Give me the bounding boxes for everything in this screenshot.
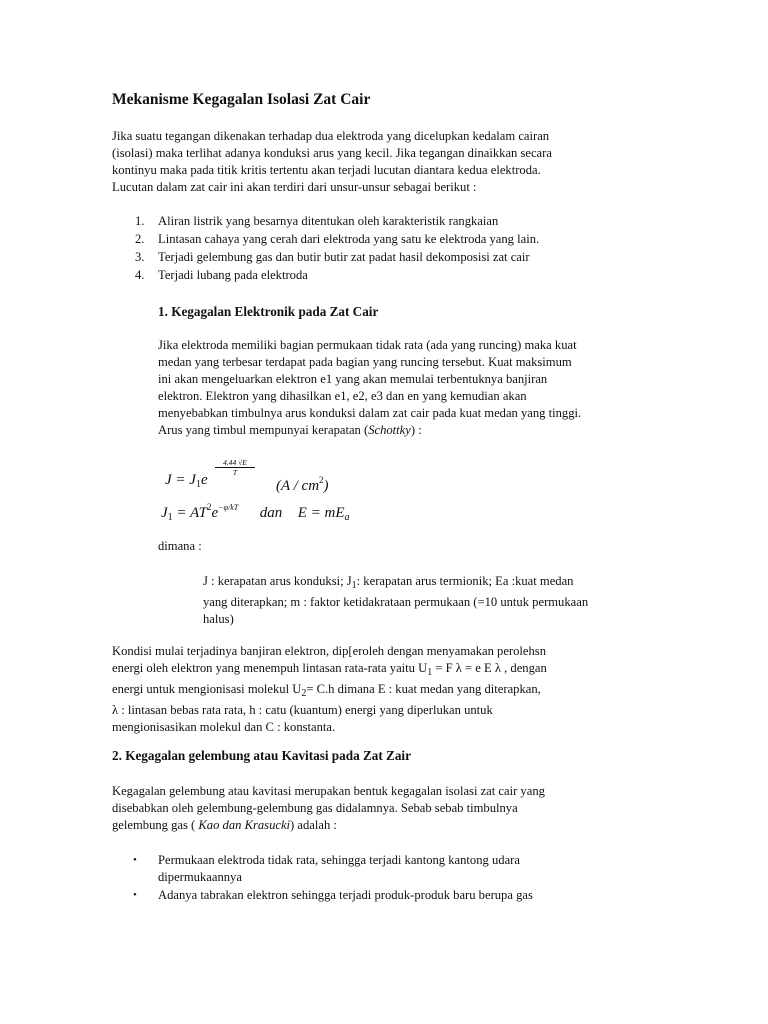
text-line: halus) — [203, 612, 234, 626]
subscript: 2 — [301, 688, 307, 699]
text-line: (isolasi) maka terlihat adanya konduksi arus yang kecil. Jika tegangan dinaikkan secara — [112, 146, 552, 160]
subscript: 1 — [351, 580, 357, 591]
text-line: kontinyu maka pada titik kritis tertentu akan terjadi lucutan diantara kedua elektroda. — [112, 163, 541, 177]
text-line: Jika suatu tegangan dikenakan terhadap dua elektroda yang dicelupkan kedalam cairan — [112, 129, 550, 143]
citation: Schottky — [368, 423, 411, 437]
text-line: Permukaan elektroda tidak rata, sehingga terjadi kantong kantong udara — [158, 853, 520, 867]
text-line: yang diterapkan; m : faktor ketidakrataan permukaan (=10 untuk permukaan — [203, 595, 589, 609]
text-fragment: = C.h dimana E : kuat medan yang diterapkan, — [306, 682, 541, 696]
page-title: Mekanisme Kegagalan Isolasi Zat Cair — [112, 91, 371, 108]
text-line — [112, 660, 672, 681]
text-line: Jika elektroda memiliki bagian permukaan tidak rata (ada yang runcing) maka kuat — [158, 338, 577, 352]
eq-subscript: 1 — [195, 479, 201, 490]
text-fragment: energi untuk mengionisasi molekul U — [112, 682, 302, 696]
eq-term: J — [161, 505, 168, 521]
eq-superscript: −φ/kT — [218, 503, 239, 512]
text-line: menyebabkan timbulnya arus konduksi dalam zat cair pada kuat medan yang tinggi. — [158, 406, 582, 420]
text-line — [203, 573, 673, 594]
section-heading: 1. Kegagalan Elektronik pada Zat Cair — [158, 304, 379, 319]
list-item-text: Aliran listrik yang besarnya ditentukan oleh karakteristik rangkaian — [158, 214, 499, 228]
section2-paragraph — [112, 783, 672, 834]
numbered-list — [0, 213, 700, 285]
eq-term: e — [200, 472, 208, 488]
equation-exponent — [213, 458, 257, 477]
list-number: 2. — [135, 232, 145, 246]
list-number: 3. — [135, 250, 145, 264]
bullet-icon: • — [133, 854, 137, 866]
bullet-icon: • — [133, 889, 137, 901]
text-line — [112, 817, 672, 834]
kondisi-paragraph — [112, 643, 672, 736]
eq-superscript: 2 — [206, 502, 212, 512]
intro-paragraph — [112, 128, 652, 196]
eq-subscript: a — [344, 512, 350, 523]
eq-subscript: 1 — [167, 512, 173, 523]
citation: Kao dan Krasucki — [198, 818, 291, 832]
exponent-numerator: 4.44 √E — [223, 458, 247, 467]
text-line: disebabkan oleh gelembung-gelembung gas didalamnya. Sebab sebab timbulnya — [112, 801, 518, 815]
text-line: ini akan mengeluarkan elektron e1 yang akan memulai terbentuknya banjiran — [158, 372, 548, 386]
equation-thermionic — [161, 499, 349, 526]
exponent-denominator: T — [232, 468, 238, 477]
text-line: Kondisi mulai terjadinya banjiran elektron, dip[eroleh dengan menyamakan perolehsn — [112, 644, 546, 658]
text-fragment: energi oleh elektron yang menempuh lintasan rata-rata yaitu U — [112, 661, 428, 675]
eq-term: E = mE — [297, 505, 345, 521]
text-line: medan yang terbesar terdapat pada bagian yang runcing tersebut. Kuat maksimum — [158, 355, 572, 369]
definition-block — [203, 573, 673, 628]
eq-term: (A / cm — [276, 478, 320, 494]
list-item-text: Adanya tabrakan elektron sehingga terjadi produk-produk baru berupa gas — [158, 888, 533, 902]
text-fragment: ) adalah : — [290, 818, 337, 832]
text-line: dipermukaannya — [158, 870, 242, 884]
text-fragment: : kerapatan arus termionik; Ea :kuat medan — [356, 574, 574, 588]
text-line: λ : lintasan bebas rata rata, h : catu (kuantum) energi yang diperlukan untuk — [112, 703, 493, 717]
section-heading: 2. Kegagalan gelembung atau Kavitasi pada Zat Zair — [112, 748, 411, 763]
text-line — [158, 422, 678, 439]
list-item-text — [158, 852, 628, 886]
text-fragment: = F λ = e E λ , dengan — [432, 661, 547, 675]
text-line: Kegagalan gelembung atau kavitasi merupakan bentuk kegagalan isolasi zat cair yang — [112, 784, 545, 798]
text-fragment: gelembung gas ( — [112, 818, 199, 832]
list-item-text: Lintasan cahaya yang cerah dari elektroda yang satu ke elektroda yang lain. — [158, 232, 540, 246]
eq-conjunction: dan — [259, 505, 283, 521]
dimana-label: dimana : — [158, 539, 202, 553]
equation-unit — [276, 472, 329, 495]
text-fragment: ) : — [410, 423, 422, 437]
section1-paragraph — [158, 337, 678, 439]
subscript: 1 — [427, 667, 433, 678]
list-number: 4. — [135, 268, 145, 282]
list-number: 1. — [135, 214, 145, 228]
eq-term: e — [211, 505, 219, 521]
text-line: mengionisasikan molekul dan C : konstanta. — [112, 720, 336, 734]
list-item-text: Terjadi lubang pada elektroda — [158, 268, 308, 282]
list-item-text: Terjadi gelembung gas dan butir butir zat padat hasil dekomposisi zat cair — [158, 250, 530, 264]
text-line — [112, 681, 672, 702]
bullet-list — [0, 852, 700, 912]
eq-term: ) — [323, 478, 329, 494]
eq-superscript: 2 — [319, 475, 324, 485]
eq-term: J = J — [165, 472, 196, 488]
text-line: Lucutan dalam zat cair ini akan terdiri dari unsur-unsur sebagai berikut : — [112, 180, 477, 194]
equation-current-density — [165, 472, 208, 493]
text-fragment: Arus yang timbul mempunyai kerapatan ( — [158, 423, 369, 437]
text-line: elektron. Elektron yang dihasilkan e1, e2, e3 dan en yang kemudian akan — [158, 389, 527, 403]
text-fragment: J : kerapatan arus konduksi; J — [203, 574, 352, 588]
eq-term: = AT — [172, 505, 207, 521]
